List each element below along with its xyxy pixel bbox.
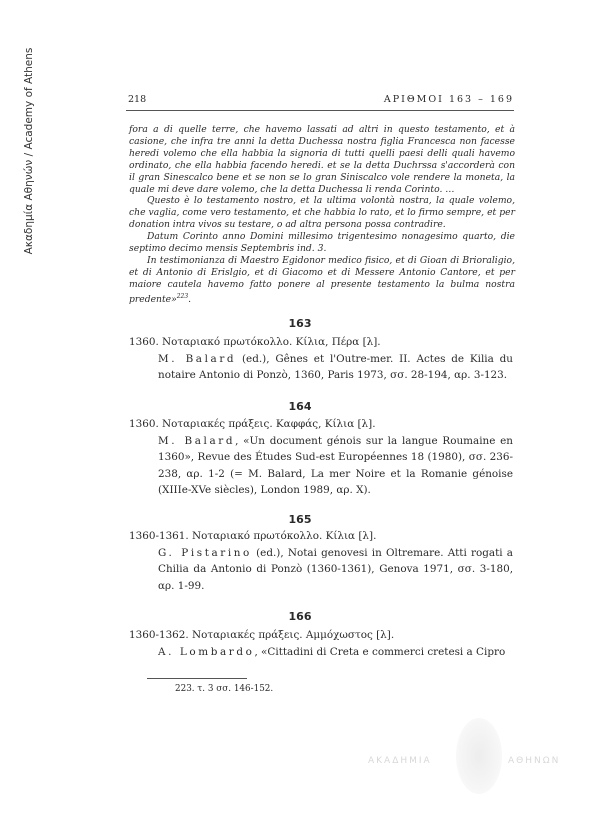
catalog-entry — [129, 627, 513, 660]
quote-paragraph: In testimonianza di Maestro Egidonor medico fisico, et di Gioan di Brioraligio, et di Antonio di Erislgio, et di Giacomo et di Messere Antonio Cantore, et per maiore cautela havemo fatto ponere al presente testamento la bulma nostra predente»$^{223}$. — [129, 254, 515, 305]
quote-paragraph: Datum Corinto anno Domini millesimo trigentesimo nonagesimo quarto, die septimo decimo mensis Septembris ind. 3. — [129, 231, 515, 255]
entry-reference: G. Pistarino (ed.), Notai genovesi in Oltremare. Atti rogati a Chilia da Antonio di Ponzò (1360-1361), Genova 1971, σσ. 3-180, αρ. 1-99. — [158, 546, 513, 592]
italic-quotation — [129, 124, 515, 306]
entry-heading: 1360-1362. Νοταριακές πράξεις. Αμμόχωστος [λ]. — [129, 629, 395, 641]
entry-number: 164 — [288, 400, 312, 413]
entry-heading: 1360. Νοταριακές πράξεις. Καφφάς, Κίλια [λ]. — [129, 418, 376, 430]
footnote-rule — [147, 678, 247, 679]
entry-heading: 1360. Νοταριακό πρωτόκολλο. Κίλια, Πέρα [λ]. — [129, 336, 381, 348]
academy-logo-icon — [456, 718, 502, 794]
entry-reference: M. Balard, «Un document génois sur la langue Roumaine en 1360», Revue des Études Sud-est Européennes 18 (1980), σσ. 236-238, αρ. 1-2 (= M. Balard, La mer Noire et la Romanie génoise (XIIIe-XVe siècles), London 1989, αρ. X). — [158, 434, 513, 497]
catalog-entry — [129, 528, 513, 594]
entry-heading: 1360-1361. Νοταριακό πρωτόκολλο. Κίλια [λ]. — [129, 530, 377, 542]
entry-author: A. Lombardo — [158, 645, 255, 658]
sidebar-watermark: Ακαδημία Αθηνών / Academy of Athens — [23, 47, 35, 255]
academy-watermark — [368, 718, 578, 802]
entry-author: M. Balard — [158, 352, 237, 365]
catalog-entry — [129, 334, 513, 384]
entry-reference: M. Balard (ed.), Gênes et l'Outre-mer. II. Actes de Kilia du notaire Antonio di Ponzò, 1360, Paris 1973, σσ. 28-194, αρ. 3-123. — [158, 352, 513, 382]
header-rule — [126, 110, 514, 111]
page-number: 218 — [128, 94, 147, 105]
quote-paragraph: fora a di quelle terre, che havemo lassati ad altri in questo testamento, et à casione, che infra tre anni la detta Duchessa nostra figlia Francesca non facesse heredi volemo che ella habbia la signoria di tutti quelli paesi delli quali havemo ordinato, che ella habbia facendo heredi. et se la detta Duchrssa s'accorderà con il gran Sinescalco bene et se non se lo gran Siniscalco vole rendere la moneta, la quale mi deve dare volemo, che la detta Duchessa li renda Corinto. … — [129, 124, 515, 195]
entry-author: G. Pistarino — [158, 546, 252, 559]
watermark-text-right: ΑΘΗΝΩΝ — [508, 756, 561, 766]
running-title: ΑΡΙΘΜΟΙ 163 – 169 — [383, 94, 514, 105]
catalog-entry — [129, 416, 513, 499]
entry-number: 165 — [288, 513, 312, 526]
watermark-text-left: ΑΚΑΔΗΜΙΑ — [368, 756, 432, 766]
quote-paragraph: Questo è lo testamento nostro, et la ultima volontà nostra, la quale volemo, che vaglia, come vero testamento, et che habbia lo rato, et lo firmo sempre, et per donation intra vivos su testare, o ad altra persona possa contradire. — [129, 195, 515, 231]
entry-number: 163 — [288, 317, 312, 330]
entry-author: M. Balard — [158, 434, 236, 447]
footnote-ref: 223 — [176, 292, 189, 300]
entry-number: 166 — [288, 610, 312, 623]
entry-reference: A. Lombardo, «Cittadini di Creta e commerci cretesi a Cipro — [158, 645, 506, 658]
footnote: 223. τ. 3 σσ. 146-152. — [175, 684, 274, 694]
page-header — [126, 94, 514, 108]
